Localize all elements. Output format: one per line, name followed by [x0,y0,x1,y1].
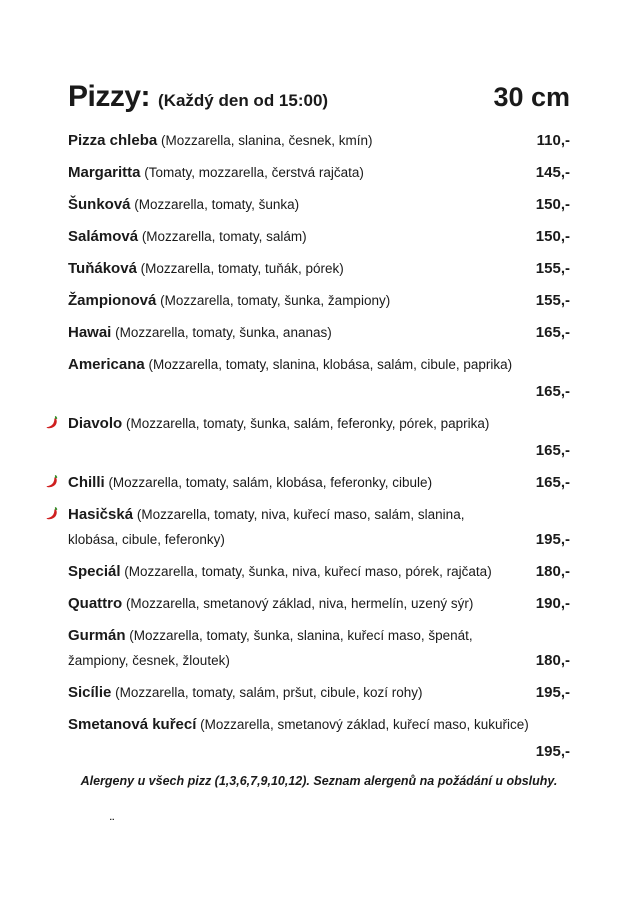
item-price: 180,- [535,563,570,580]
item-name: Pizza chleba [68,132,158,149]
item-ingredients: (Mozzarella, smetanový základ, kuřecí maso, kukuřice) [200,717,529,732]
menu-item [68,502,570,552]
item-ingredients: (Mozzarella, tomaty, tuňák, pórek) [140,261,344,276]
item-ingredients: (Mozzarella, tomaty, šunka, slanina, kuřecí maso, špenát, žampiony, česnek, žloutek) [68,628,473,668]
item-price: 190,- [535,595,570,612]
item-text [68,160,570,185]
chili-icon [45,506,61,522]
allergen-note: Alergeny u všech pizz (1,3,6,7,9,10,12). Seznam alergenů na požádání u obsluhy. [80,774,558,788]
item-name: Hawai [68,324,112,341]
menu-item [68,591,570,616]
menu-item [68,128,570,153]
item-text [68,502,570,552]
menu-item [68,470,570,495]
item-ingredients: (Mozzarella, tomaty, šunka, ananas) [115,325,332,340]
item-price: 165,- [535,383,570,400]
item-ingredients: (Tomaty, mozzarella, čerstvá rajčata) [144,165,364,180]
page-title: Pizzy: [68,80,151,113]
menu-item [68,559,570,584]
menu-item [68,680,570,705]
item-text [68,192,570,217]
item-price: 150,- [535,196,570,213]
item-price: 110,- [536,132,570,149]
item-ingredients: (Mozzarella, tomaty, šunka, žampiony) [160,293,391,308]
item-ingredients: (Mozzarella, tomaty, salám, pršut, cibule, kozí rohy) [115,685,423,700]
item-name: Sicílie [68,684,112,701]
size-label: 30 cm [493,82,570,112]
item-ingredients: (Mozzarella, tomaty, šunka) [134,197,300,212]
item-name: Quattro [68,595,123,612]
item-price: 165,- [535,324,570,341]
item-name: Chilli [68,474,105,491]
item-text [68,411,570,436]
item-name: Smetanová kuřecí [68,716,197,733]
item-price: 195,- [535,531,570,548]
item-price: 180,- [535,652,570,669]
item-text [68,288,570,313]
item-price: 195,- [535,743,570,760]
item-text [68,591,570,616]
item-price: 150,- [535,228,570,245]
menu-item [68,320,570,345]
menu-item [68,288,570,313]
menu-item [68,623,570,673]
menu-item [68,160,570,185]
item-price: 145,- [535,164,570,181]
item-ingredients: (Mozzarella, tomaty, niva, kuřecí maso, salám, slanina, klobása, cibule, feferonky) [68,507,465,547]
item-name: Hasičská [68,506,134,523]
menu-header [68,80,570,114]
item-ingredients: (Mozzarella, tomaty, šunka, niva, kuřecí maso, pórek, rajčata) [124,564,492,579]
item-name: Diavolo [68,415,123,432]
item-text [68,559,570,584]
menu-item [68,192,570,217]
item-price: 195,- [535,684,570,701]
item-name: Žampionová [68,292,157,309]
item-text [68,352,570,377]
item-name: Salámová [68,228,139,245]
menu-item [68,712,570,764]
item-text [68,320,570,345]
item-ingredients: (Mozzarella, slanina, česnek, kmín) [160,133,373,148]
menu-items [68,128,570,764]
menu-item [68,411,570,463]
item-text [68,470,570,495]
item-ingredients: (Mozzarella, smetanový základ, niva, hermelín, uzený sýr) [125,596,474,611]
item-price: 165,- [535,474,570,491]
chili-icon [45,415,61,431]
bottom-mark: ¨ [110,816,115,830]
item-name: Tuňáková [68,260,137,277]
item-ingredients: (Mozzarella, tomaty, salám) [141,229,307,244]
item-text [68,224,570,249]
chili-icon [45,474,61,490]
menu-item [68,224,570,249]
item-text [68,128,570,153]
item-text [68,712,570,737]
item-ingredients: (Mozzarella, tomaty, salám, klobása, feferonky, cibule) [108,475,433,490]
item-name: Šunková [68,196,131,213]
item-name: Americana [68,356,145,373]
page-subtitle: (Každý den od 15:00) [158,91,329,110]
menu-item [68,352,570,404]
item-text [68,623,570,673]
item-name: Margaritta [68,164,141,181]
item-text [68,680,570,705]
item-price: 165,- [535,442,570,459]
item-name: Speciál [68,563,121,580]
item-ingredients: (Mozzarella, tomaty, šunka, salám, feferonky, pórek, paprika) [125,416,490,431]
menu-item [68,256,570,281]
item-price: 155,- [535,292,570,309]
item-name: Gurmán [68,627,126,644]
item-ingredients: (Mozzarella, tomaty, slanina, klobása, salám, cibule, paprika) [148,357,513,372]
item-text [68,256,570,281]
item-price: 155,- [535,260,570,277]
